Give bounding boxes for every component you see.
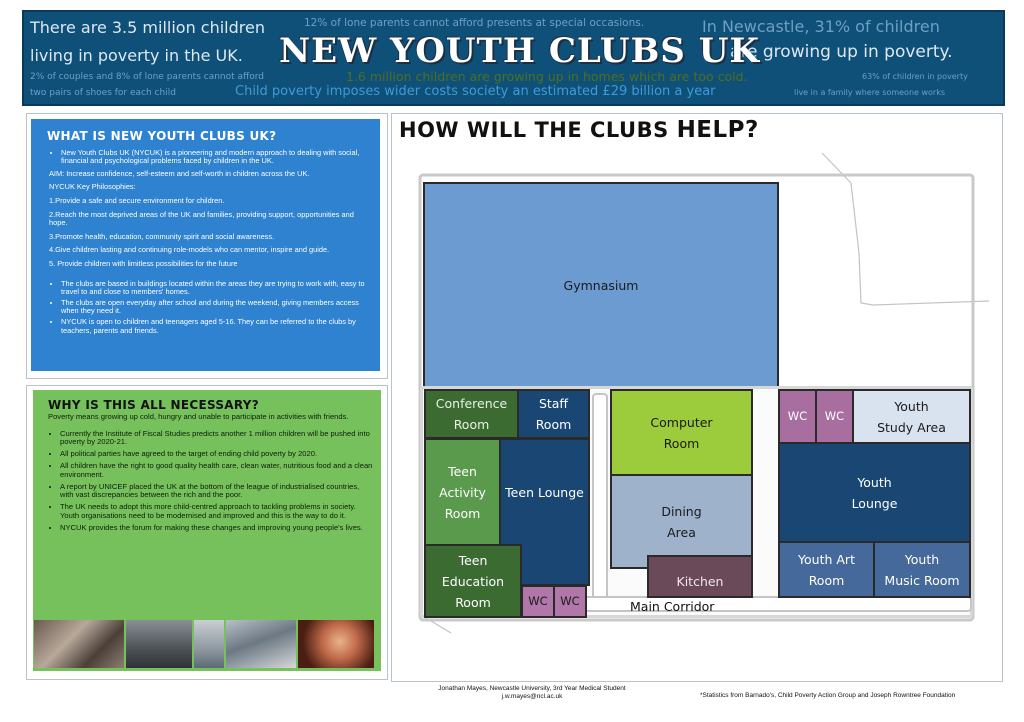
room-youth-music-label: Youth Music Room (884, 551, 960, 588)
room-wc-label: WC (528, 594, 548, 608)
fact-working-family-line1: 63% of children in poverty (862, 72, 968, 81)
photo-bins (126, 620, 192, 668)
fact-lone-parents: 12% of lone parents cannot afford presents at special occasions. (304, 17, 645, 29)
fact-newcastle-line1: In Newcastle, 31% of children (702, 17, 940, 36)
author-email: j.w.mayes@ncl.ac.uk (501, 693, 563, 700)
what-is-bullet: • NYCUK is open to children and teenagers aged 5-16. They can be referred to the clubs by teachers, parents and friends. (61, 318, 372, 335)
main-corridor-label: Main Corridor (630, 599, 715, 614)
room-dining-label: Dining Area (661, 503, 702, 540)
room-youth-art (778, 541, 875, 598)
room-conference (424, 389, 519, 439)
author-credit (432, 685, 632, 701)
room-teen-education-label: Teen Education Room (441, 552, 505, 610)
why-bullet: • The UK needs to adopt this more child-centred approach to tackling problems in society. Youth organisations need to be modernised and improved and this is the way to do it. (60, 503, 373, 521)
floorplan-heading-help: HELP? (676, 117, 759, 143)
why-heading: WHY IS THIS ALL NECESSARY? (48, 398, 260, 412)
room-gymnasium (423, 182, 779, 388)
room-kitchen-label: Kitchen (676, 574, 724, 589)
why-bullet: • Currently the Institute of Fiscal Studies predicts another 1 million children will be pushed into poverty by 2020-21. (60, 430, 373, 448)
room-youth-study-label: Youth Study Area (877, 398, 946, 435)
room-teen-activity-label: Teen Activity Room (439, 463, 486, 521)
room-teen-lounge-label: Teen Lounge (505, 484, 584, 500)
room-teen-education (424, 544, 522, 618)
room-wc-label: WC (560, 594, 580, 608)
why-bullet: • NYCUK provides the forum for making these changes and improving young people's lives. (60, 524, 373, 533)
room-teen-activity (424, 438, 501, 546)
fact-couples-line1: 2% of couples and 8% of lone parents cannot afford (30, 72, 265, 82)
room-wc-1 (778, 389, 817, 444)
header-banner (22, 10, 1005, 106)
room-youth-lounge (778, 442, 971, 543)
room-youth-study (852, 389, 971, 444)
room-conference-label: Conference Room (435, 396, 508, 432)
fact-cold-homes: 1.6 million children are growing up in homes which are too cold. (346, 69, 748, 84)
what-is-bullet: • The clubs are based in buildings located within the areas they are trying to work with, easy to travel to and close to members' homes. (61, 280, 372, 297)
fact-couples-line2: two pairs of shoes for each child (30, 88, 176, 98)
room-wc-3 (521, 585, 555, 618)
fact-children-line1: There are 3.5 million children (30, 18, 265, 37)
fact-children-line2: living in poverty in the UK. (30, 46, 243, 65)
why-intro: Poverty means growing up cold, hungry and unable to participate in activities with friends. (48, 411, 349, 421)
sources-note: *Statistics from Barnado's, Child Poverty Action Group and Joseph Rowntree Foundation (700, 692, 956, 699)
philosophy-item: 3.Promote health, education, community spirit and social awareness. (49, 231, 275, 241)
what-is-bullet: • The clubs are open everyday after school and during the weekend, giving members access when they need it. (61, 299, 372, 316)
room-wc-2 (815, 389, 854, 444)
philosophy-item: 1.Provide a safe and secure environment for children. (49, 195, 225, 205)
philosophy-item: 2.Reach the most deprived areas of the UK and families, providing support, opportunities and hope. (49, 209, 354, 228)
room-computer (610, 389, 753, 476)
room-computer-label: Computer Room (650, 414, 713, 451)
room-wc-4 (553, 585, 587, 618)
room-kitchen (647, 555, 753, 598)
philosophy-item: 5. Provide children with limitless possibilities for the future (49, 258, 238, 268)
author-name: Jonathan Mayes, Newcastle University, 3rd Year Medical Student (438, 685, 626, 692)
room-wc-label: WC (824, 409, 845, 423)
why-bullet: • All children have the right to good quality health care, clean water, nutritious food and a clean environment. (60, 462, 373, 480)
aim-text: AIM: Increase confidence, self-esteem and self-worth in children across the UK. (49, 168, 310, 178)
poster-title: NEW YOUTH CLUBS UK (279, 31, 760, 71)
fact-poverty-cost: Child poverty imposes wider costs society an estimated £29 billion a year (235, 84, 716, 99)
room-youth-art-label: Youth Art Room (798, 551, 855, 588)
fact-newcastle-line2: are growing up in poverty. (730, 42, 953, 62)
fact-working-family-line2: live in a family where someone works (794, 88, 946, 97)
what-is-panel (31, 119, 380, 371)
room-youth-lounge-label: Youth Lounge (851, 474, 898, 511)
room-gymnasium-label: Gymnasium (563, 277, 639, 293)
room-staff-label: Staff Room (535, 396, 572, 432)
what-is-intro: • New Youth Clubs UK (NYCUK) is a pioneering and modern approach to dealing with social, financial and psychological problems faced by children in the UK. (61, 149, 372, 166)
photo-playground (226, 620, 296, 668)
photo-children (34, 620, 124, 668)
philosophies-label: NYCUK Key Philosophies: (49, 182, 136, 192)
why-bullet: • A report by UNICEF placed the UK at the bottom of the league of industrialised countries, with vast discrepancies between the rich and the poor. (60, 483, 373, 501)
room-wc-label: WC (787, 409, 808, 423)
room-staff (517, 389, 590, 439)
corridor-walkway (592, 393, 608, 605)
room-youth-music (873, 541, 971, 598)
photo-sad-child (298, 620, 374, 668)
why-bullet: • All political parties have agreed to the target of ending child poverty by 2020. (60, 450, 373, 459)
floorplan-heading-text: HOW WILL THE CLUBS (399, 118, 677, 142)
what-is-heading: WHAT IS NEW YOUTH CLUBS UK? (47, 129, 277, 143)
philosophy-item: 4.Give children lasting and continuing role-models who can mentor, inspire and guide. (49, 245, 330, 255)
photo-street (194, 620, 224, 668)
